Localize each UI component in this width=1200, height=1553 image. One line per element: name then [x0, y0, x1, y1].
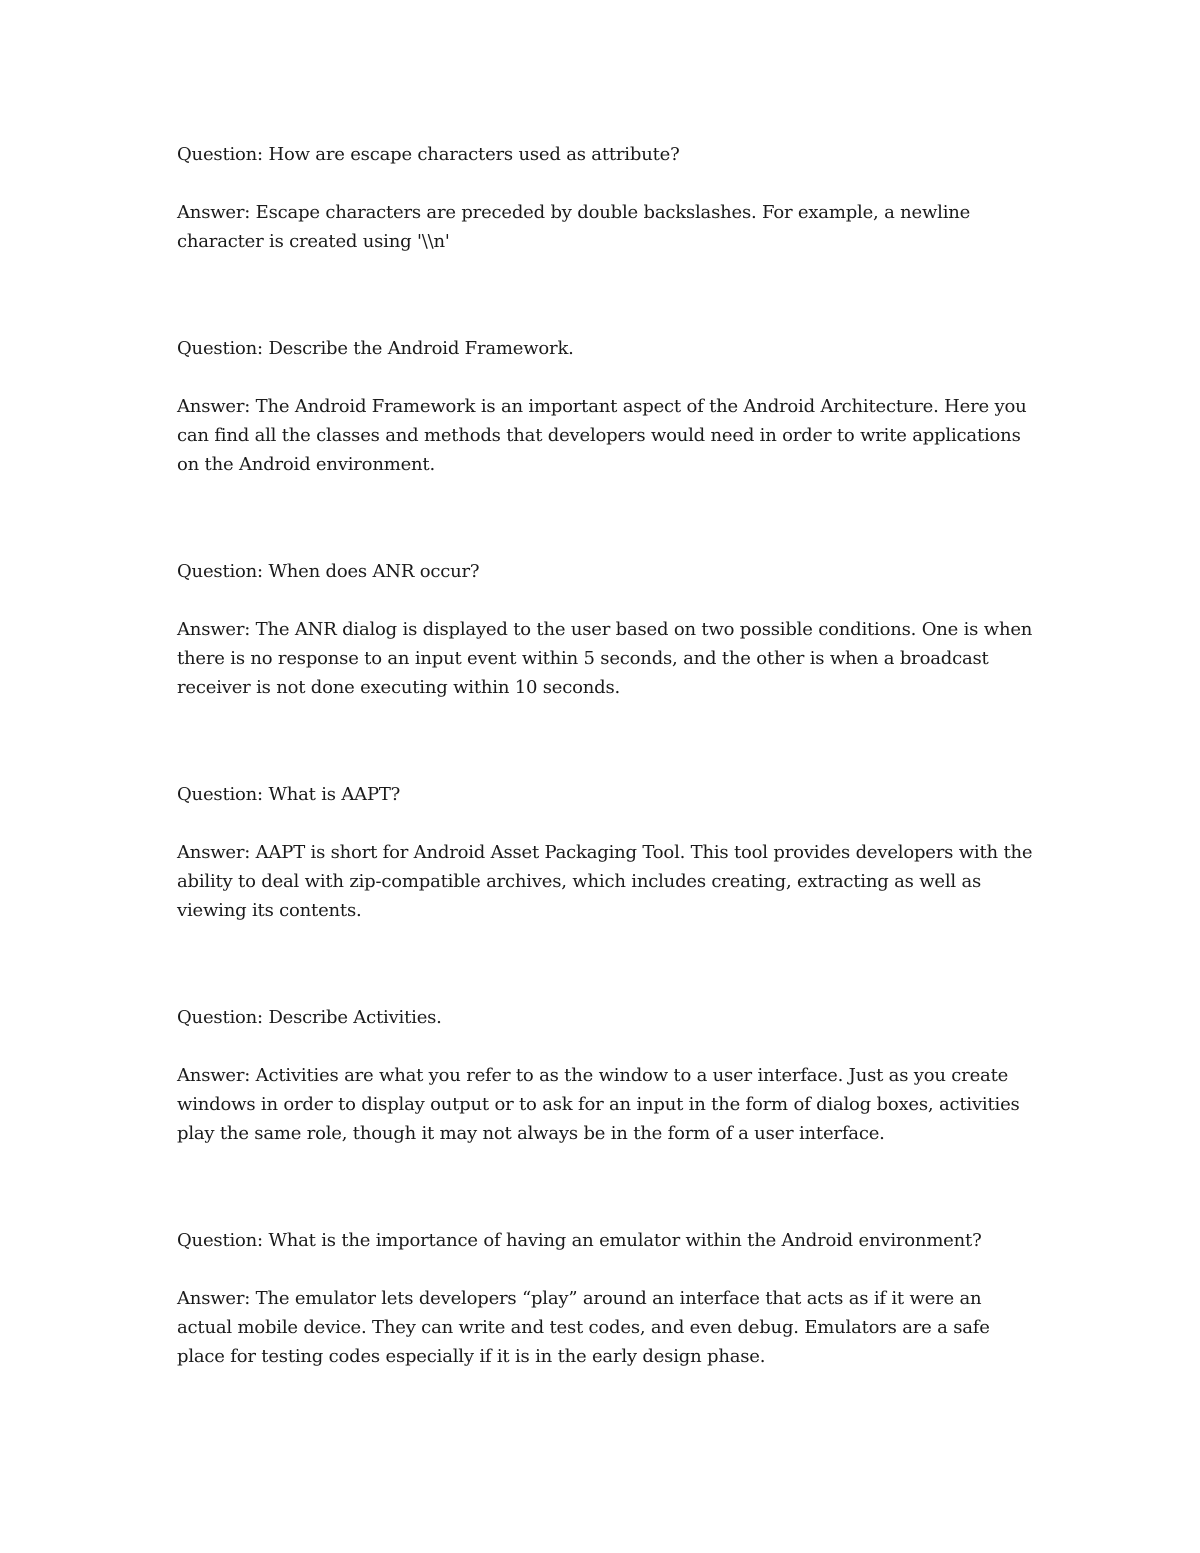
answer-text: Answer: The Android Framework is an important aspect of the Android Architecture. Here you can find all the classes and methods that developers would need in order to write applications on the Android environment. — [177, 396, 1027, 475]
qa-item — [177, 1226, 1037, 1371]
question-text: Question: What is the importance of having an emulator within the Android environment? — [177, 1230, 982, 1251]
answer-text: Answer: Activities are what you refer to as the window to a user interface. Just as you create windows in order to display output or to ask for an input in the form of dialog boxes, activities play the same role, though it may not always be in the form of a user interface. — [177, 1065, 1020, 1144]
answer-text: Answer: Escape characters are preceded by double backslashes. For example, a newline character is created using '\\n' — [177, 202, 971, 252]
answer-text: Answer: AAPT is short for Android Asset Packaging Tool. This tool provides developers with the ability to deal with zip-compatible archives, which includes creating, extracting as well as viewing its contents. — [177, 842, 1033, 921]
question-text: Question: Describe Activities. — [177, 1007, 442, 1028]
qa-item — [177, 780, 1037, 925]
question-text: Question: What is AAPT? — [177, 784, 401, 805]
question-text: Question: Describe the Android Framework. — [177, 338, 574, 359]
answer-text: Answer: The emulator lets developers “play” around an interface that acts as if it were an actual mobile device. They can write and test codes, and even debug. Emulators are a safe place for testing codes especially if it is in the early design phase. — [177, 1288, 990, 1367]
question-text: Question: How are escape characters used as attribute? — [177, 144, 680, 165]
question-text: Question: When does ANR occur? — [177, 561, 480, 582]
qa-item — [177, 557, 1037, 702]
answer-text: Answer: The ANR dialog is displayed to the user based on two possible conditions. One is when there is no response to an input event within 5 seconds, and the other is when a broadcast receiver is not done executing within 10 seconds. — [177, 619, 1033, 698]
document-body — [177, 140, 1037, 1449]
qa-item — [177, 1003, 1037, 1148]
qa-item — [177, 140, 1037, 256]
qa-item — [177, 334, 1037, 479]
